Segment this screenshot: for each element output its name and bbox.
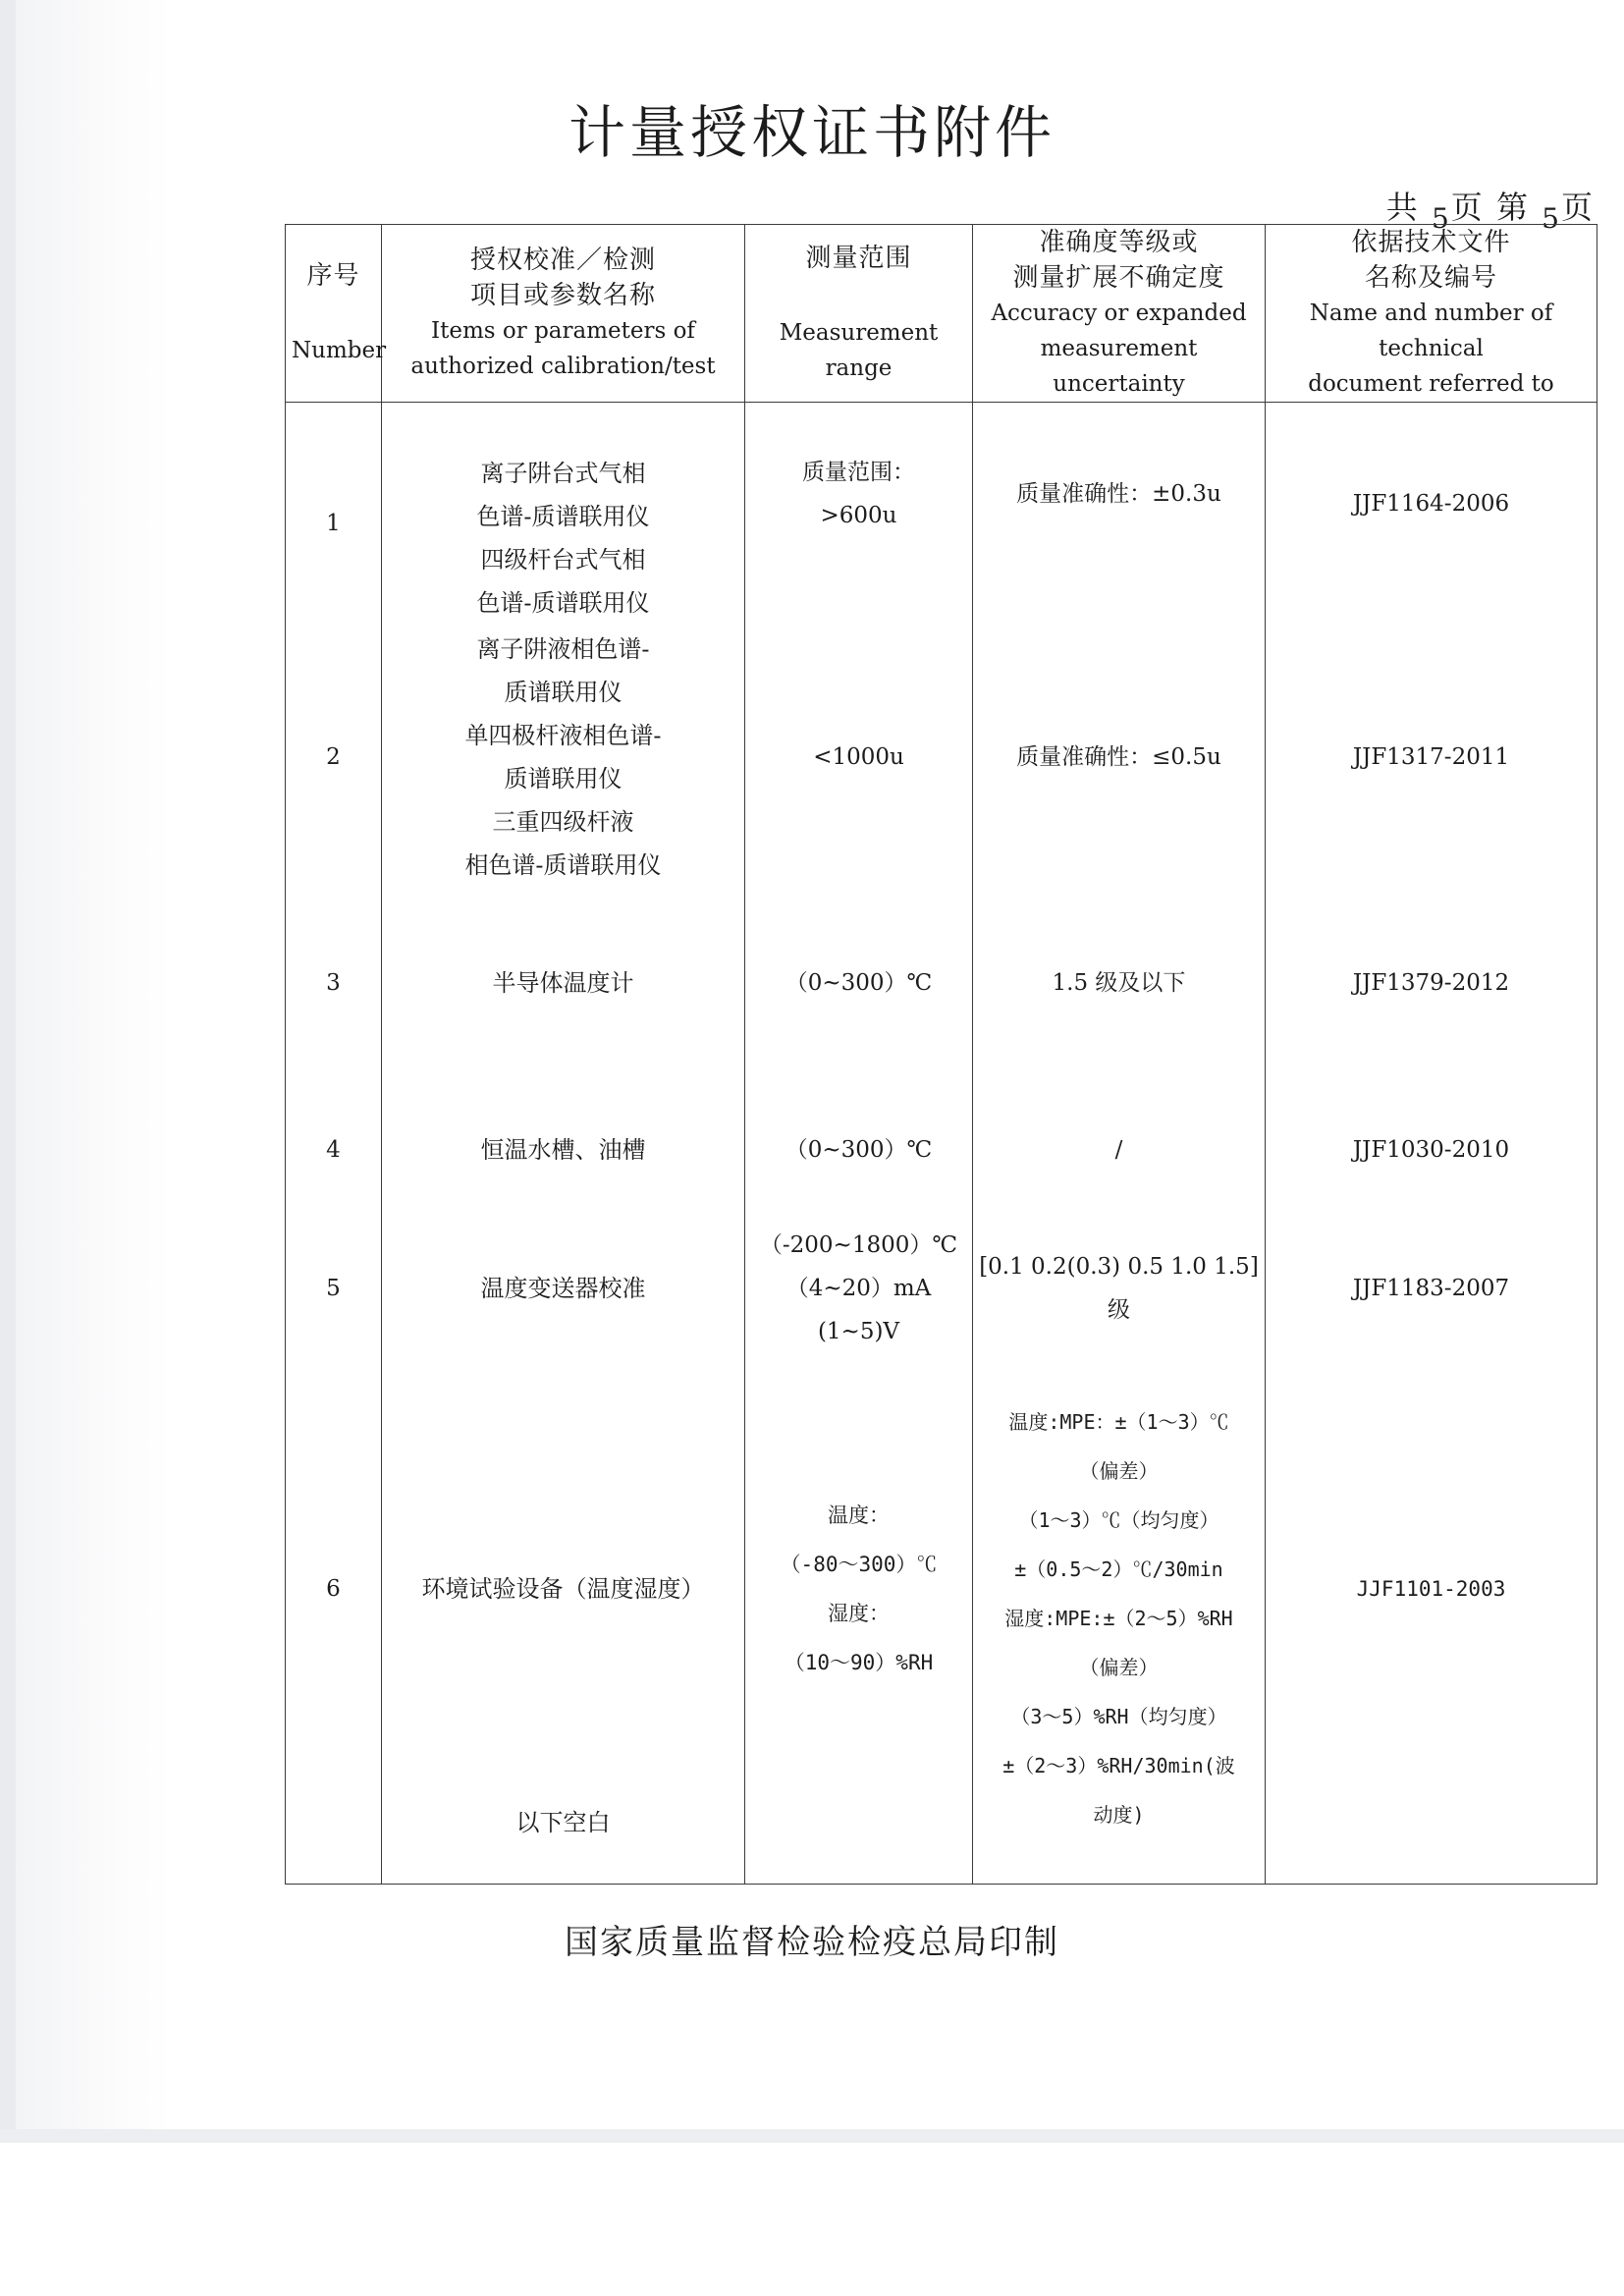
table-row: [286, 890, 1597, 1076]
table-header-row: [286, 225, 1597, 403]
row-number: 2: [286, 625, 382, 890]
page-suffix: 页: [1560, 189, 1595, 226]
accuracy-line: 质量准确性：≤0.5u: [1016, 744, 1221, 770]
name-line: 四级杆台式气相: [480, 546, 646, 574]
header-accuracy-en1: Accuracy or expanded: [991, 301, 1247, 326]
page-total-prefix: 共: [1385, 189, 1420, 226]
row-document: JJF1030-2010: [1266, 1076, 1597, 1224]
range-line: 质量范围：: [802, 460, 915, 485]
range-line: （0~300）℃: [785, 970, 933, 996]
row-accuracy: [973, 403, 1266, 626]
header-doc-en1: Name and number of technical: [1309, 301, 1553, 361]
header-number-en: Number: [292, 338, 387, 363]
row-range: [745, 625, 973, 890]
scan-shading: [16, 0, 173, 2129]
name-line: 离子阱液相色谱-: [476, 635, 650, 663]
row-item-name: [382, 1353, 745, 1884]
accuracy-line: （1～3）℃（均匀度）: [1018, 1507, 1219, 1532]
header-items-cn1: 授权校准／检测: [469, 246, 656, 275]
name-line: 质谱联用仪: [504, 679, 623, 706]
accuracy-line: 质量准确性：±0.3u: [1016, 481, 1221, 507]
header-doc-cn2: 名称及编号: [1364, 263, 1497, 293]
range-line: (1~5)V: [817, 1319, 900, 1344]
scan-edge: [0, 0, 16, 2141]
range-line: （-200~1800）℃: [759, 1232, 958, 1258]
row-accuracy: [973, 1076, 1266, 1224]
accuracy-line: （偏差）: [1079, 1655, 1159, 1679]
accuracy-line: 温度:MPE：±（1～3）℃: [1008, 1409, 1229, 1434]
page-current: 5: [1542, 202, 1561, 235]
table-row: [286, 1076, 1597, 1224]
header-items: [382, 225, 745, 403]
name-line: 温度变送器校准: [480, 1275, 646, 1302]
name-line: 环境试验设备（温度湿度）: [421, 1574, 705, 1603]
row-number: 6: [286, 1353, 382, 1884]
range-line: （10～90）%RH: [784, 1650, 934, 1674]
accuracy-line: ±（0.5～2）℃/30min: [1014, 1557, 1223, 1581]
header-items-en2: authorized calibration/test: [410, 354, 716, 379]
name-line: 恒温水槽、油槽: [480, 1136, 646, 1164]
name-line: 质谱联用仪: [504, 765, 623, 793]
accuracy-line: （3～5）%RH（均匀度）: [1010, 1704, 1227, 1728]
name-line: 离子阱台式气相: [480, 460, 646, 487]
document-title: 计量授权证书附件: [568, 99, 1056, 166]
range-line: （-80～300）℃: [780, 1552, 938, 1576]
page-mid: 页 第: [1450, 189, 1530, 226]
table-row: [286, 625, 1597, 890]
header-doc-cn1: 依据技术文件: [1351, 228, 1511, 257]
accuracy-line: [0.1 0.2(0.3) 0.5 1.0 1.5]: [979, 1254, 1259, 1280]
accuracy-line: ±（2～3）%RH/30min(波: [1002, 1753, 1235, 1777]
accuracy-line: 湿度:MPE:±（2～5）%RH: [1004, 1606, 1233, 1630]
row-range: [745, 890, 973, 1076]
range-line: 湿度：: [828, 1601, 890, 1625]
row-document: JJF1164-2006: [1266, 403, 1597, 626]
name-line: 单四极杆液相色谱-: [464, 722, 662, 749]
header-range-cn: 测量范围: [805, 244, 912, 273]
table-row: [286, 403, 1597, 626]
table-row: [286, 1224, 1597, 1353]
row-document: JJF1379-2012: [1266, 890, 1597, 1076]
header-doc-en2: document referred to: [1308, 371, 1554, 397]
header-accuracy: [973, 225, 1266, 403]
row-accuracy: [973, 625, 1266, 890]
row-item-name: [382, 1076, 745, 1224]
name-line: 色谱-质谱联用仪: [476, 589, 650, 617]
scan-edge-bottom: [0, 2129, 1624, 2143]
header-accuracy-cn2: 测量扩展不确定度: [1012, 263, 1225, 293]
range-line: 温度：: [828, 1503, 890, 1527]
row-item-name: [382, 403, 745, 626]
row-accuracy: [973, 890, 1266, 1076]
row-range: [745, 1224, 973, 1353]
row-item-name: [382, 625, 745, 890]
header-items-cn2: 项目或参数名称: [469, 281, 656, 310]
name-line: 三重四级杆液: [492, 808, 634, 836]
row-item-name: [382, 890, 745, 1076]
row-number: 3: [286, 890, 382, 1076]
name-line: 相色谱-质谱联用仪: [464, 851, 662, 879]
page-indicator: [1385, 183, 1595, 235]
blank-note: 以下空白: [515, 1808, 611, 1836]
row-accuracy: [973, 1224, 1266, 1353]
header-range-en: Measurement range: [779, 320, 939, 381]
row-document: JJF1183-2007: [1266, 1224, 1597, 1353]
accuracy-line: （偏差）: [1079, 1458, 1159, 1483]
accuracy-line: /: [1114, 1137, 1123, 1163]
table-row: [286, 1353, 1597, 1884]
header-accuracy-cn1: 准确度等级或: [1039, 228, 1199, 257]
name-line: 半导体温度计: [492, 969, 634, 997]
row-range: [745, 1076, 973, 1224]
row-number: 5: [286, 1224, 382, 1353]
name-line: 色谱-质谱联用仪: [476, 503, 650, 530]
header-items-en1: Items or parameters of: [431, 318, 695, 344]
range-line: >600u: [820, 503, 897, 528]
row-number: 4: [286, 1076, 382, 1224]
header-number-cn: 序号: [306, 261, 360, 291]
row-document: JJF1317-2011: [1266, 625, 1597, 890]
authorization-table: [285, 224, 1597, 1885]
footer-issuer: 国家质量监督检验检疫总局印制: [565, 1923, 1059, 1962]
range-line: （4~20）mA: [785, 1276, 932, 1301]
page-total: 5: [1431, 202, 1451, 235]
row-document: JJF1101-2003: [1266, 1353, 1597, 1884]
header-accuracy-en2: measurement uncertainty: [1040, 336, 1198, 397]
accuracy-line: 级: [1108, 1297, 1130, 1323]
range-line: <1000u: [813, 744, 904, 770]
range-line: （0~300）℃: [785, 1137, 933, 1163]
row-number: 1: [286, 403, 382, 626]
header-number: [286, 225, 387, 403]
row-accuracy: [973, 1353, 1266, 1884]
row-range: [745, 403, 973, 626]
accuracy-line: 动度): [1093, 1802, 1145, 1827]
header-document: [1266, 225, 1597, 403]
row-range: [745, 1353, 973, 1884]
accuracy-line: 1.5 级及以下: [1052, 970, 1186, 996]
header-range: [745, 225, 973, 403]
row-item-name: [382, 1224, 745, 1353]
